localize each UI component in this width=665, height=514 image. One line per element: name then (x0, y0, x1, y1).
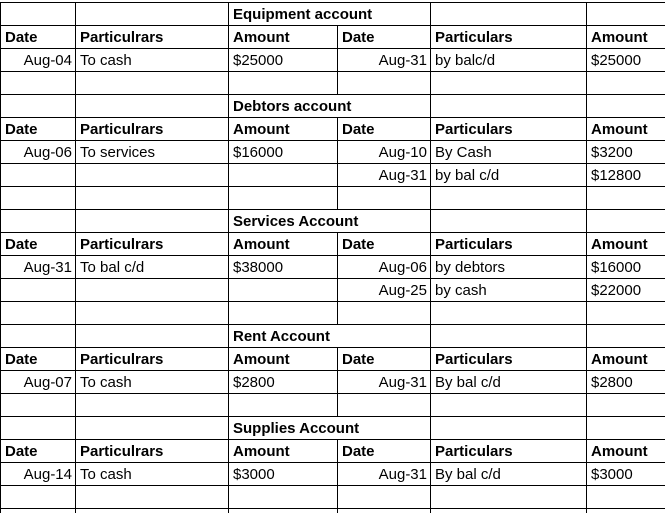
particulars-cell[interactable]: To cash (76, 463, 229, 486)
entry-row (1, 164, 665, 187)
particulars-cell[interactable]: By Cash (431, 141, 587, 164)
date-cell[interactable] (1, 164, 76, 187)
date-cell[interactable]: Aug-31 (338, 164, 431, 187)
empty-cell[interactable] (587, 95, 665, 118)
account-title-row (1, 3, 665, 26)
date-header-cell[interactable]: Date (1, 440, 76, 463)
empty-cell[interactable] (338, 509, 431, 514)
amount-cell[interactable] (229, 164, 338, 187)
account-title-cell[interactable]: Rent Account (229, 325, 431, 348)
column-header-row (1, 233, 665, 256)
particulars-cell[interactable]: To cash (76, 371, 229, 394)
amount-header-cell[interactable]: Amount (587, 118, 665, 141)
amount-cell[interactable]: $38000 (229, 256, 338, 279)
amount-cell[interactable] (229, 279, 338, 302)
empty-cell[interactable] (76, 394, 229, 417)
empty-cell[interactable] (587, 509, 665, 514)
empty-cell[interactable] (587, 3, 665, 26)
empty-cell[interactable] (229, 187, 338, 210)
date-cell[interactable]: Aug-31 (338, 463, 431, 486)
empty-cell[interactable] (1, 3, 76, 26)
amount-header-cell[interactable]: Amount (587, 26, 665, 49)
particulars-cell[interactable]: by bal c/d (431, 164, 587, 187)
empty-cell[interactable] (431, 302, 587, 325)
particulars-cell[interactable]: To cash (76, 49, 229, 72)
amount-cell[interactable]: $3000 (587, 463, 665, 486)
account-title-cell[interactable]: Services Account (229, 210, 431, 233)
empty-cell[interactable] (587, 394, 665, 417)
particulars-cell[interactable] (76, 164, 229, 187)
account-title-row (1, 95, 665, 118)
date-cell[interactable]: Aug-10 (338, 141, 431, 164)
empty-cell[interactable] (431, 3, 587, 26)
empty-cell[interactable] (229, 72, 338, 95)
amount-cell[interactable]: $22000 (587, 279, 665, 302)
empty-cell[interactable] (431, 417, 587, 440)
empty-cell[interactable] (76, 72, 229, 95)
account-title-row (1, 210, 665, 233)
particulars-cell[interactable] (76, 279, 229, 302)
empty-cell[interactable] (1, 210, 76, 233)
column-header-row (1, 440, 665, 463)
empty-cell[interactable] (76, 417, 229, 440)
amount-header-cell[interactable]: Amount (229, 233, 338, 256)
particulars-header-cell[interactable]: Particulrars (76, 233, 229, 256)
empty-cell[interactable] (338, 72, 431, 95)
empty-cell[interactable] (587, 72, 665, 95)
spacer-row (1, 394, 665, 417)
partial-row-cutoff (1, 509, 665, 514)
empty-cell[interactable] (587, 417, 665, 440)
column-header-row (1, 26, 665, 49)
date-header-cell[interactable]: Date (338, 233, 431, 256)
empty-cell[interactable] (431, 394, 587, 417)
date-header-cell[interactable]: Date (338, 26, 431, 49)
empty-cell[interactable] (338, 302, 431, 325)
empty-cell[interactable] (1, 417, 76, 440)
particulars-cell[interactable]: by debtors (431, 256, 587, 279)
empty-cell[interactable] (76, 486, 229, 509)
amount-header-cell[interactable]: Amount (229, 118, 338, 141)
particulars-header-cell[interactable]: Particulrars (76, 440, 229, 463)
empty-cell[interactable] (431, 72, 587, 95)
empty-cell[interactable] (431, 210, 587, 233)
account-title-cell[interactable]: Equipment account (229, 3, 431, 26)
empty-cell[interactable] (587, 302, 665, 325)
date-header-cell[interactable]: Date (338, 118, 431, 141)
empty-cell[interactable] (1, 486, 76, 509)
empty-cell[interactable] (1, 509, 76, 514)
empty-cell[interactable] (229, 509, 338, 514)
empty-cell[interactable] (229, 302, 338, 325)
date-header-cell[interactable]: Date (1, 233, 76, 256)
amount-cell[interactable]: $25000 (587, 49, 665, 72)
date-header-cell[interactable]: Date (338, 348, 431, 371)
amount-cell[interactable]: $25000 (229, 49, 338, 72)
particulars-header-cell[interactable]: Particulrars (76, 26, 229, 49)
empty-cell[interactable] (76, 210, 229, 233)
spacer-row (1, 187, 665, 210)
date-header-cell[interactable]: Date (1, 26, 76, 49)
date-cell[interactable]: Aug-31 (338, 371, 431, 394)
empty-cell[interactable] (431, 509, 587, 514)
amount-cell[interactable]: $2800 (587, 371, 665, 394)
date-cell[interactable]: Aug-31 (1, 256, 76, 279)
account-title-cell[interactable]: Debtors account (229, 95, 431, 118)
empty-cell[interactable] (338, 486, 431, 509)
entry-row (1, 371, 665, 394)
empty-cell[interactable] (229, 394, 338, 417)
empty-cell[interactable] (1, 394, 76, 417)
ledger-table (0, 2, 665, 513)
spacer-row (1, 72, 665, 95)
amount-cell[interactable]: $3200 (587, 141, 665, 164)
date-cell[interactable]: Aug-07 (1, 371, 76, 394)
particulars-cell[interactable]: To services (76, 141, 229, 164)
particulars-header-cell[interactable]: Particulars (431, 440, 587, 463)
empty-cell[interactable] (76, 302, 229, 325)
empty-cell[interactable] (1, 72, 76, 95)
empty-cell[interactable] (338, 394, 431, 417)
particulars-header-cell[interactable]: Particulrars (76, 118, 229, 141)
entry-row (1, 256, 665, 279)
particulars-header-cell[interactable]: Particulars (431, 118, 587, 141)
particulars-header-cell[interactable]: Particulars (431, 26, 587, 49)
column-header-row (1, 348, 665, 371)
date-cell[interactable]: Aug-06 (1, 141, 76, 164)
empty-cell[interactable] (431, 325, 587, 348)
particulars-header-cell[interactable]: Particulars (431, 348, 587, 371)
empty-cell[interactable] (76, 509, 229, 514)
column-header-row (1, 118, 665, 141)
date-cell[interactable]: Aug-04 (1, 49, 76, 72)
spacer-row (1, 302, 665, 325)
amount-header-cell[interactable]: Amount (229, 440, 338, 463)
account-title-row (1, 325, 665, 348)
empty-cell[interactable] (587, 187, 665, 210)
account-title-row (1, 417, 665, 440)
empty-cell[interactable] (431, 187, 587, 210)
empty-cell[interactable] (1, 95, 76, 118)
account-title-cell[interactable]: Supplies Account (229, 417, 431, 440)
amount-cell[interactable]: $2800 (229, 371, 338, 394)
date-cell[interactable]: Aug-14 (1, 463, 76, 486)
amount-cell[interactable]: $16000 (587, 256, 665, 279)
empty-cell[interactable] (1, 187, 76, 210)
date-cell[interactable]: Aug-31 (338, 49, 431, 72)
spacer-row (1, 486, 665, 509)
particulars-cell[interactable]: By bal c/d (431, 463, 587, 486)
amount-header-cell[interactable]: Amount (229, 26, 338, 49)
particulars-cell[interactable]: To bal c/d (76, 256, 229, 279)
particulars-cell[interactable]: by cash (431, 279, 587, 302)
amount-cell[interactable]: $3000 (229, 463, 338, 486)
empty-cell[interactable] (76, 187, 229, 210)
particulars-header-cell[interactable]: Particulrars (76, 348, 229, 371)
particulars-cell[interactable]: by balc/d (431, 49, 587, 72)
amount-cell[interactable]: $16000 (229, 141, 338, 164)
empty-cell[interactable] (587, 486, 665, 509)
particulars-cell[interactable]: By bal c/d (431, 371, 587, 394)
amount-header-cell[interactable]: Amount (587, 233, 665, 256)
empty-cell[interactable] (431, 95, 587, 118)
empty-cell[interactable] (587, 325, 665, 348)
empty-cell[interactable] (587, 210, 665, 233)
empty-cell[interactable] (431, 486, 587, 509)
empty-cell[interactable] (338, 187, 431, 210)
empty-cell[interactable] (1, 325, 76, 348)
entry-row (1, 49, 665, 72)
amount-header-cell[interactable]: Amount (229, 348, 338, 371)
entry-row (1, 141, 665, 164)
date-header-cell[interactable]: Date (338, 440, 431, 463)
entry-row (1, 279, 665, 302)
date-cell[interactable]: Aug-25 (338, 279, 431, 302)
amount-header-cell[interactable]: Amount (587, 440, 665, 463)
empty-cell[interactable] (76, 95, 229, 118)
date-header-cell[interactable]: Date (1, 118, 76, 141)
date-cell[interactable]: Aug-06 (338, 256, 431, 279)
empty-cell[interactable] (229, 486, 338, 509)
date-cell[interactable] (1, 279, 76, 302)
entry-row (1, 463, 665, 486)
empty-cell[interactable] (76, 325, 229, 348)
empty-cell[interactable] (1, 302, 76, 325)
empty-cell[interactable] (76, 3, 229, 26)
amount-header-cell[interactable]: Amount (587, 348, 665, 371)
particulars-header-cell[interactable]: Particulars (431, 233, 587, 256)
date-header-cell[interactable]: Date (1, 348, 76, 371)
amount-cell[interactable]: $12800 (587, 164, 665, 187)
